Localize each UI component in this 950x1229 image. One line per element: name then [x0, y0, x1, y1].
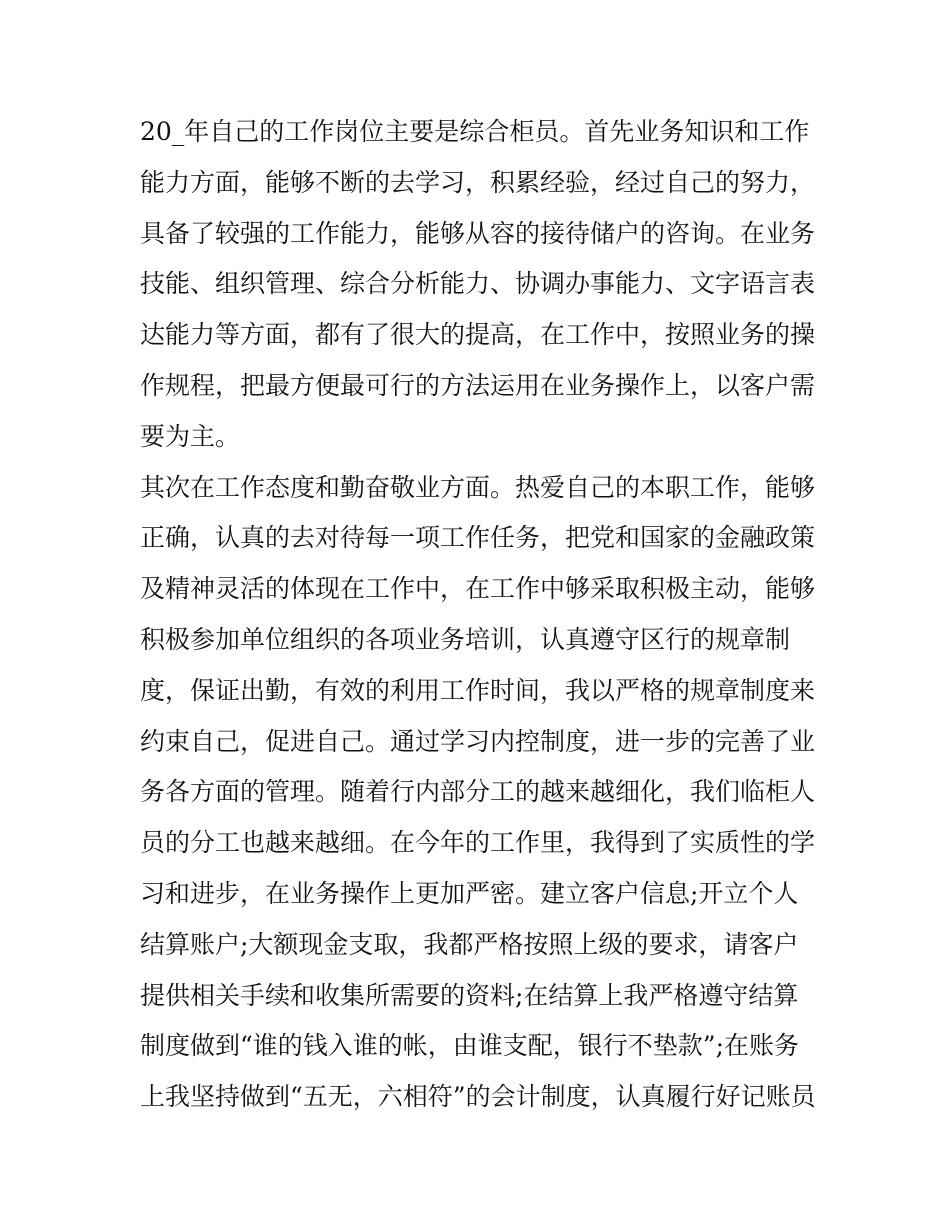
text-line: 正确，认真的去对待每一项工作任务，把党和国家的金融政策	[140, 523, 816, 553]
text-line: 积极参加单位组织的各项业务培训，认真遵守区行的规章制	[140, 624, 791, 654]
text-line: 上我坚持做到“五无，六相符”的会计制度，认真履行好记账员	[140, 1082, 816, 1112]
text-line: 作规程，把最方便最可行的方法运用在业务操作上，以客户需	[140, 370, 816, 400]
text-line: 要为主。	[140, 421, 241, 451]
text-line: 具备了较强的工作能力，能够从容的接待储户的咨询。在业务	[140, 218, 816, 248]
text-line: 及精神灵活的体现在工作中，在工作中够采取积极主动，能够	[140, 574, 816, 604]
text-line: 提供相关手续和收集所需要的资料;在结算上我严格遵守结算	[140, 980, 799, 1010]
text-line: 能力方面，能够不断的去学习，积累经验，经过自己的努力，	[140, 167, 816, 197]
text-line: 制度做到“谁的钱入谁的帐，由谁支配，银行不垫款”;在账务	[140, 1031, 799, 1061]
text-line: 技能、组织管理、综合分析能力、协调办事能力、文字语言表	[140, 269, 816, 299]
text-line: 达能力等方面，都有了很大的提高，在工作中，按照业务的操	[140, 320, 816, 350]
text-line: 务各方面的管理。随着行内部分工的越来越细化，我们临柜人	[140, 777, 816, 807]
text-line: 其次在工作态度和勤奋敬业方面。热爱自己的本职工作，能够	[140, 472, 816, 502]
document-body	[140, 107, 820, 1123]
text-line: 约束自己，促进自己。通过学习内控制度，进一步的完善了业	[140, 726, 816, 756]
text-line: 员的分工也越来越细。在今年的工作里，我得到了实质性的学	[140, 828, 816, 858]
text-line: 20_年自己的工作岗位主要是综合柜员。首先业务知识和工作	[140, 117, 810, 146]
text-line: 结算账户;大额现金支取，我都严格按照上级的要求，请客户	[140, 929, 799, 959]
text-line: 习和进步，在业务操作上更加严密。建立客户信息;开立个人	[140, 878, 799, 908]
text-line: 度，保证出勤，有效的利用工作时间，我以严格的规章制度来	[140, 675, 816, 705]
